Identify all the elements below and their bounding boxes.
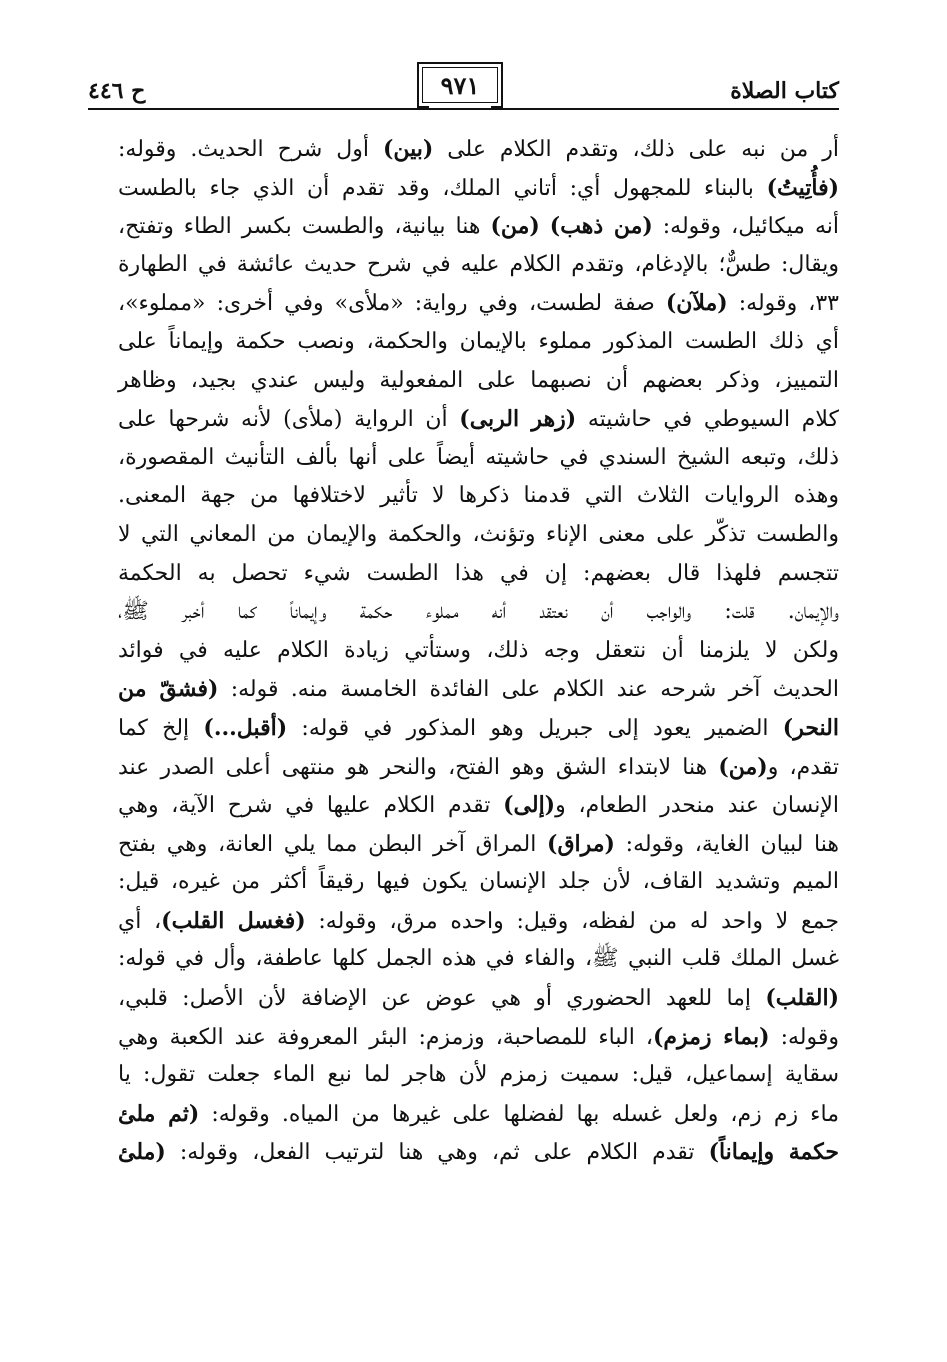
text-line: حكمة وإيماناً) تقدم الكلام على ثم، وهي هنا لترتيب الفعل، وقوله: (ملئ <box>118 1139 839 1166</box>
text-line: الحديث آخر شرحه عند الكلام على الفائدة الخامسة منه. قوله: (فشقّ من <box>118 676 840 703</box>
text-line: (القلب) إما للعهد الحضوري أو هي عوض عن الإضافة لأن الأصل: قلبي، <box>118 985 839 1012</box>
text-line: تقدم، و(من) هنا لابتداء الشق وهو الفتح، والنحر هو منتهى أعلى الصدر عند <box>118 753 839 780</box>
text-line: ماء زم زم، ولعل غسله بها لفضلها على غيرها من المياه. وقوله: (ثم ملئ <box>118 1100 839 1127</box>
text-line: ذلك، وتبعه الشيخ السندي في حاشيته أيضاً على أنها بألف التأنيث المقصورة، <box>118 444 839 470</box>
text-line: ٣٣، وقوله: (ملآن) صفة لطست، وفي رواية: «ملأى» وفي أخرى: «مملوء»، <box>118 290 839 317</box>
text-line: التمييز، وذكر بعضهم أن نصبهما على المفعولية وليس عندي بجيد، وظاهر <box>118 367 839 393</box>
text-line: النحر) الضمير يعود إلى جبريل وهو المذكور في قوله: (أقبل...) إلخ كما <box>118 714 839 741</box>
text-line: والطست تذكّر على معنى الإناء وتؤنث، والحكمة والإيمان من المعاني التي لا <box>118 521 839 547</box>
text-line: الميم وتشديد القاف، لأن جلد الإنسان يكون فيها رقيقاً أكثر من غيره، قيل: <box>118 869 839 895</box>
body-text <box>118 130 839 1172</box>
text-line: هنا لبيان الغاية، وقوله: (مراق) المراق آخر البطن مما يلي العانة، وهي بفتح <box>118 830 839 857</box>
text-line: ولكن لا يلزمنا أن نتعقل وجه ذلك، وستأتي زيادة الكلام عليه في فوائد <box>118 637 839 663</box>
text-line: (فأُتِيتُ) بالبناء للمجهول أي: أتاني الملك، وقد تقدم أن الذي جاء بالطست <box>118 174 839 201</box>
text-line: ويقال: طسٌّ؛ بالإدغام، وتقدم الكلام عليه في شرح حديث عائشة في الطهارة <box>118 251 839 277</box>
text-line: وقوله: (بماء زمزم)، الباء للمصاحبة، وزمزم: البئر المعروفة عند الكعبة وهي <box>118 1023 839 1050</box>
text-line: جمع لا واحد له من لفظه، وقيل: واحده مرق، وقوله: (فغسل القلب)، أي <box>118 907 839 934</box>
text-line: والإيمان. قلت: والواجب أن نعتقد أنه مملوء حكمة وإيماناً كما أخبر ﷺ، <box>118 599 839 625</box>
text-line: الإنسان عند منحدر الطعام، و(إلى) تقدم الكلام عليها في شرح الآية، وهي <box>118 792 839 819</box>
page-number: ٩٧١ <box>440 70 480 100</box>
text-line: أر من نبه على ذلك، وتقدم الكلام على (بين) أول شرح الحديث. وقوله: <box>118 136 839 162</box>
text-line: تتجسم فلهذا قال بعضهم: إن في هذا الطست شيء تحصل به الحكمة <box>118 560 839 586</box>
text-line: وهذه الروايات الثلاث التي قدمنا ذكرها لا تأثير لاختلافها من جهة المعنى. <box>118 483 839 509</box>
header-rule <box>88 108 839 110</box>
text-line: أنه ميكائيل، وقوله: (من ذهب) (من) هنا بيانية، والطست بكسر الطاء وتفتح، <box>118 213 839 240</box>
page-header <box>88 62 839 118</box>
hadith-reference: ح ٤٤٦ <box>88 78 146 104</box>
text-line: سقاية إسماعيل، قيل: سميت زمزم لأن هاجر لما نبع الماء جعلت تقول: يا <box>118 1062 839 1088</box>
book-title: كتاب الصلاة <box>730 78 839 104</box>
text-line: كلام السيوطي في حاشيته (زهر الربى) أن الرواية (ملأى) لأنه شرحها على <box>118 406 839 433</box>
text-line: غسل الملك قلب النبي ﷺ، والفاء في هذه الجمل كلها عاطفة، وأل في قوله: <box>118 946 839 972</box>
page-number-frame <box>417 62 503 108</box>
text-line: أي ذلك الطست المذكور مملوء بالإيمان والحكمة، ونصب حكمة وإيماناً على <box>118 328 839 354</box>
